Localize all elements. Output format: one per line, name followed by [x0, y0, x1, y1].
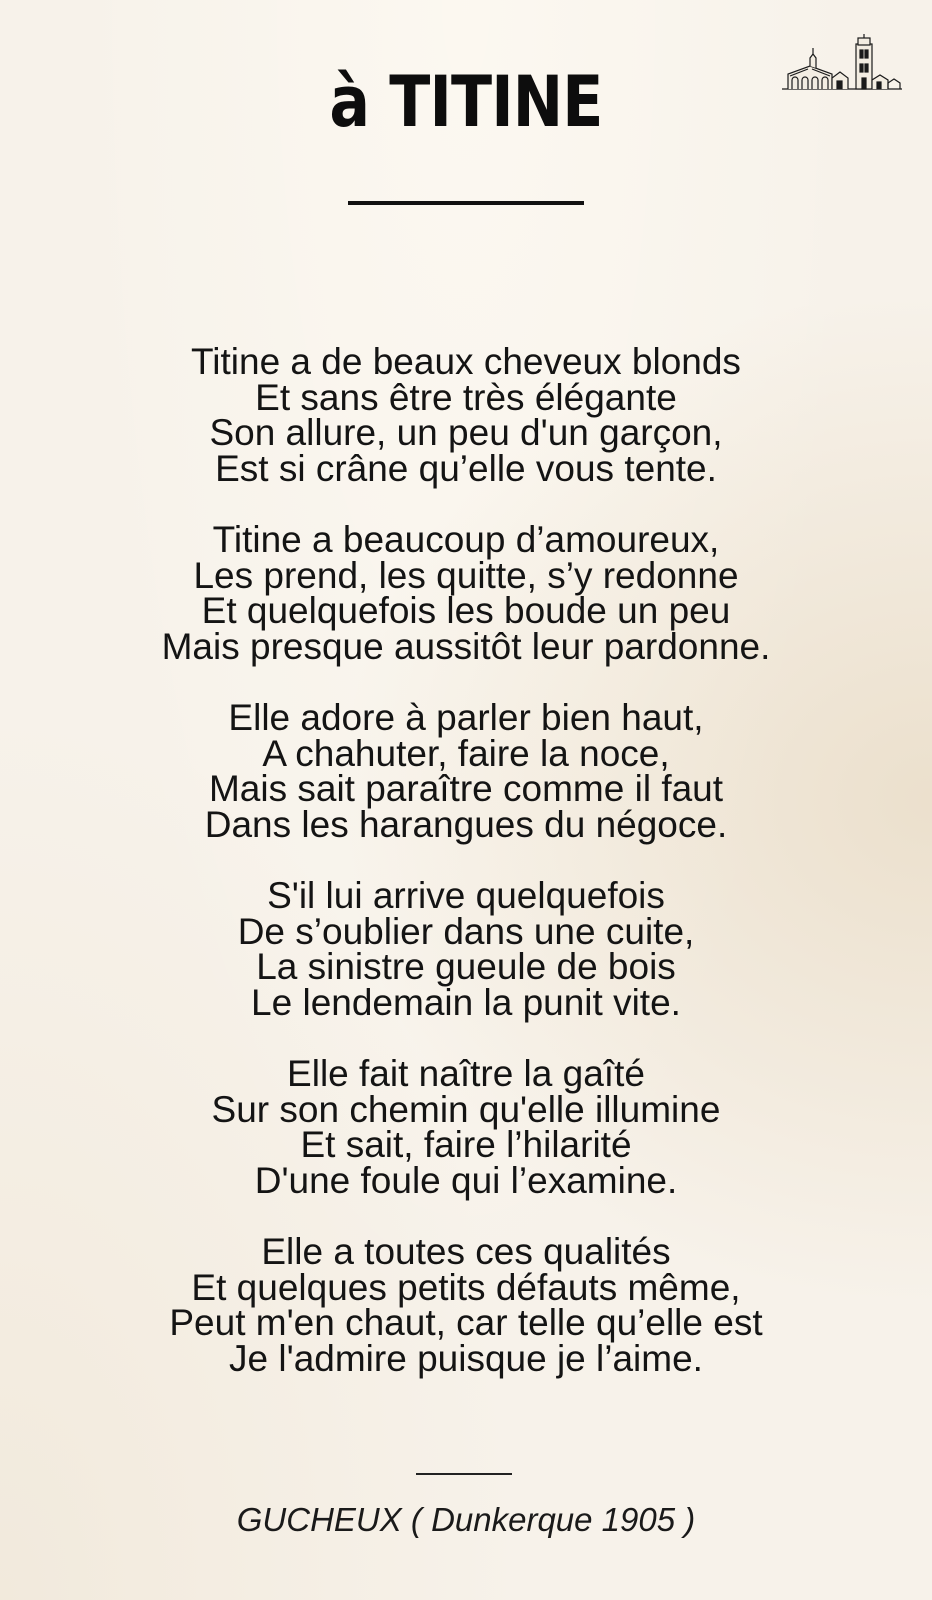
poem-line: S'il lui arrive quelquefois — [267, 875, 665, 916]
poem-line: D'une foule qui l’examine. — [254, 1159, 678, 1201]
poem-line: A chahuter, faire la noce, — [262, 732, 670, 774]
poem-line: De s’oublier dans une cuite, — [237, 910, 695, 952]
poem-line: Et quelquefois les boude un peu — [201, 590, 731, 631]
poem-line: Les prend, les quitte, s’y redonne — [193, 554, 739, 596]
stanza — [0, 341, 932, 489]
poem-line: Elle fait naître la gaîté — [287, 1053, 645, 1094]
poem-line: Et sait, faire l’hilarité — [300, 1124, 632, 1165]
poem-line: Je l'admire puisque je l’aime. — [229, 1337, 703, 1379]
poem-line: Mais sait paraître comme il faut — [208, 768, 724, 809]
poem-line: Titine a de beaux cheveux blonds — [191, 341, 741, 382]
title-underline — [348, 201, 584, 205]
poem-line: Elle a toutes ces qualités — [261, 1231, 671, 1272]
poem-line: Elle adore à parler bien haut, — [228, 697, 704, 738]
poem-line: Le lendemain la punit vite. — [251, 981, 681, 1023]
poem-title: à TITINE — [329, 61, 603, 143]
stanza — [0, 875, 932, 1023]
stanza — [0, 1231, 932, 1379]
author-signature: GUCHEUX ( Dunkerque 1905 ) — [236, 1501, 696, 1538]
poem-line: Mais presque aussitôt leur pardonne. — [161, 625, 771, 667]
poem-line: Et sans être très élégante — [255, 376, 677, 418]
poem-line: Titine a beaucoup d’amoureux, — [212, 519, 720, 560]
poem-line: Et quelques petits défauts même, — [191, 1266, 741, 1308]
poem-line: Dans les harangues du négoce. — [204, 803, 728, 845]
poem-line: La sinistre gueule de bois — [256, 946, 676, 987]
signature-rule — [416, 1473, 512, 1475]
poem-line: Peut m'en chaut, car telle qu’elle est — [169, 1302, 763, 1343]
poem-line: Sur son chemin qu'elle illumine — [211, 1088, 721, 1130]
stanza — [0, 1053, 932, 1201]
stanza — [0, 519, 932, 667]
poem-line: Est si crâne qu’elle vous tente. — [215, 447, 717, 489]
poem-body — [0, 341, 932, 1412]
stanza — [0, 697, 932, 845]
poem-line: Son allure, un peu d'un garçon, — [209, 412, 723, 453]
